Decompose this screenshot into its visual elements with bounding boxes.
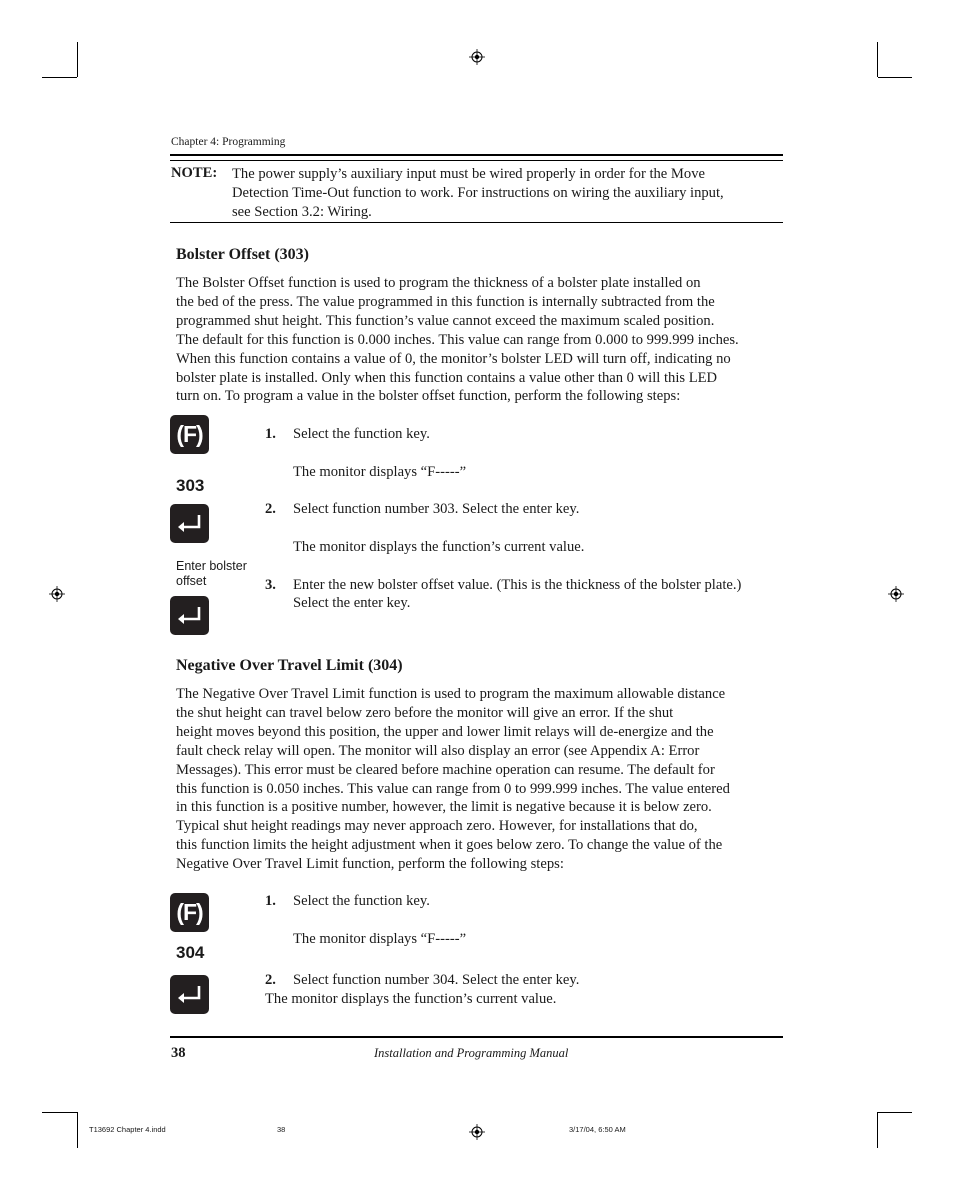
slug-page: 38 <box>277 1125 286 1134</box>
function-code: 304 <box>176 943 205 962</box>
crop-mark <box>878 1112 912 1113</box>
footer-rule <box>170 1036 783 1038</box>
step-number: 3. <box>265 577 276 593</box>
note-line: see Section 3.2: Wiring. <box>232 203 372 220</box>
step-text: Enter the new bolster offset value. (This is the thickness of the bolster plate.) <box>293 577 742 593</box>
crop-mark <box>77 1112 78 1148</box>
paragraph-line: turn on. To program a value in the bolster offset function, perform the following steps: <box>176 388 681 405</box>
paragraph-line: this function is 0.050 inches. This value can range from 0 to 999.999 inches. The value entered <box>176 780 730 797</box>
paragraph-line: fault check relay will open. The monitor will also display an error (see Appendix A: Error <box>176 742 700 759</box>
note-line: Detection Time-Out function to work. For instructions on wiring the auxiliary input, <box>232 184 724 201</box>
step-number: 1. <box>265 426 276 442</box>
note-text <box>232 165 724 221</box>
slug-date: 3/17/04, 6:50 AM <box>569 1125 626 1134</box>
function-code: 303 <box>176 476 205 495</box>
running-header: Chapter 4: Programming <box>171 136 286 148</box>
paragraph-line: Negative Over Travel Limit function, perform the following steps: <box>176 856 564 873</box>
step-text: The monitor displays “F-----” <box>293 464 467 480</box>
function-key-icon: (F) <box>170 415 209 454</box>
registration-mark-icon <box>469 49 485 65</box>
section-heading: Bolster Offset (303) <box>176 246 309 263</box>
step-text: Select the function key. <box>293 893 430 909</box>
crop-mark <box>877 1112 878 1148</box>
crop-mark <box>42 77 77 78</box>
registration-mark-icon <box>49 586 65 602</box>
paragraph-line: Messages). This error must be cleared before machine operation can resume. The default for <box>176 761 715 778</box>
note-line: The power supply’s auxiliary input must be wired properly in order for the Move <box>232 166 705 182</box>
crop-mark <box>77 42 78 77</box>
paragraph-line: in this function is a positive number, however, the limit is negative because it is below zero. <box>176 799 712 816</box>
paragraph-line: The default for this function is 0.000 inches. This value can range from 0.000 to 999.999 inches. <box>176 331 739 348</box>
note-top-rule <box>170 160 783 161</box>
registration-mark-icon <box>469 1124 485 1140</box>
enter-key-icon <box>170 504 209 543</box>
enter-bolster-label: Enter bolster offset <box>176 559 247 588</box>
paragraph-line: height moves beyond this position, the upper and lower limit relays will de-energize and the <box>176 723 714 740</box>
crop-mark <box>877 42 878 77</box>
registration-mark-icon <box>888 586 904 602</box>
step-text: The monitor displays “F-----” <box>293 931 467 947</box>
section-heading: Negative Over Travel Limit (304) <box>176 657 403 674</box>
step-text: Select function number 303. Select the enter key. <box>293 501 580 517</box>
step-number: 2. <box>265 501 276 517</box>
step-text: The monitor displays the function’s current value. <box>265 991 557 1007</box>
note-bottom-rule <box>170 222 783 223</box>
step-detail <box>265 990 556 1009</box>
step-number: 2. <box>265 972 276 988</box>
crop-mark <box>878 77 912 78</box>
step-text: The monitor displays the function’s current value. <box>293 539 585 555</box>
enter-key-icon <box>170 975 209 1014</box>
paragraph-line: the shut height can travel below zero before the monitor will give an error. If the shut <box>176 704 674 721</box>
paragraph-line: programmed shut height. This function’s value cannot exceed the maximum scaled position. <box>176 312 715 329</box>
crop-mark <box>42 1112 77 1113</box>
step-number: 1. <box>265 893 276 909</box>
paragraph-line: Typical shut height readings may never approach zero. However, for installations that do, <box>176 818 698 835</box>
page-number: 38 <box>171 1045 186 1061</box>
header-rule <box>170 154 783 156</box>
manual-title: Installation and Programming Manual <box>374 1046 569 1060</box>
step-text: Select the enter key. <box>293 595 411 611</box>
function-key-icon: (F) <box>170 893 209 932</box>
section-paragraph <box>176 685 786 874</box>
paragraph-line: the bed of the press. The value programmed in this function is internally subtracted from the <box>176 293 715 310</box>
enter-key-icon <box>170 596 209 635</box>
paragraph-line: When this function contains a value of 0, the monitor’s bolster LED will turn off, indicating no <box>176 350 731 367</box>
slug-file: T13692 Chapter 4.indd <box>89 1125 166 1134</box>
paragraph-line: The Bolster Offset function is used to program the thickness of a bolster plate installed on <box>176 275 701 291</box>
step-text: Select function number 304. Select the enter key. <box>293 972 580 988</box>
paragraph-line: this function limits the height adjustment when it goes below zero. To change the value of the <box>176 837 723 854</box>
paragraph-line: The Negative Over Travel Limit function is used to program the maximum allowable distance <box>176 686 726 702</box>
step-text: Select the function key. <box>293 426 430 442</box>
note-label: NOTE: <box>171 165 218 181</box>
section-paragraph <box>176 274 786 406</box>
paragraph-line: bolster plate is installed. Only when this function contains a value other than 0 will this LED <box>176 369 718 386</box>
